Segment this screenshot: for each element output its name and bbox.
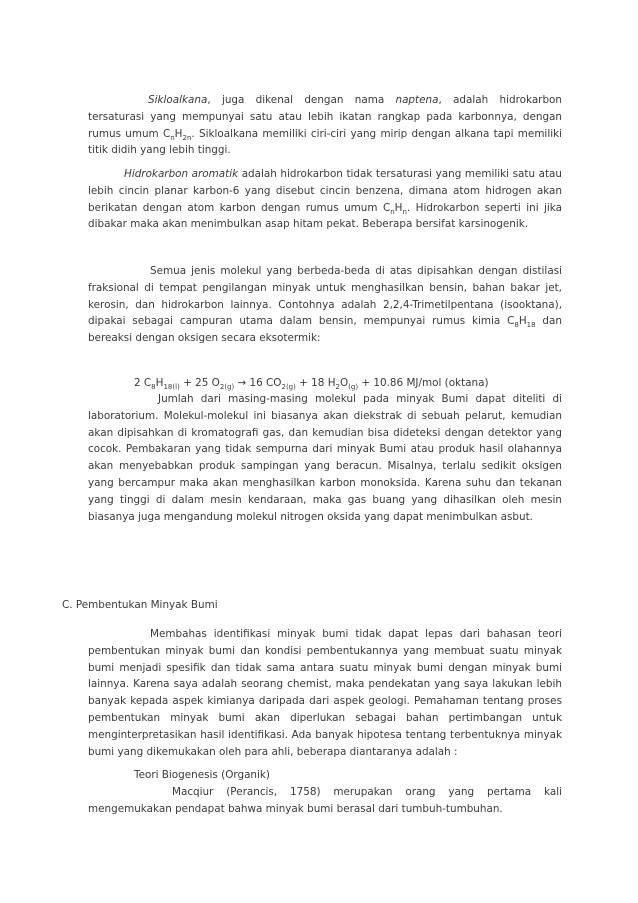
paragraph-identifikasi: Membahas identifikasi minyak bumi tidak dapat lepas dari bahasan teori pembentukan minyak bumi dan kondisi pembentukannya yang membuat suatu minyak bumi menjadi spesifik dan tidak sama antara suatu minyak bumi dengan minyak bumi lainnya. Karena saya adalah seorang chemist, maka pendekatan yang saya lakukan lebih banyak kepada aspek kimianya daripada dari aspek geologi. Pemahaman tentang proses pembentukan minyak bumi akan diperlukan sebagai bahan pertimbangan untuk menginterpretasikan hasil identifikasi. Ada banyak hipotesa tentang terbentuknya minyak bumi yang dikemukakan oleh para ahli, beberapa diantaranya adalah : [88, 628, 562, 758]
combustion-equation: 2 $C_8H_{18(l)} + 25$ $O_{2(g)} \to 16$ $CO_{2(g)} + 18$ $H_2O_{(g)} + 10.86$ MJ/mol (oktana) [134, 377, 489, 392]
term-sikloalkana: Sikloalkana [148, 94, 208, 106]
paragraph-molekul-minyak-bumi: Jumlah dari masing-masing molekul pada minyak Bumi dapat diteliti di laboratorium. Molekul-molekul ini biasanya akan diekstrak di sebuah pelarut, kemudian akan dipisahkan di kromatografi gas, dan kemudian bisa dideteksi dengan detektor yang cocok. Pembakaran yang tidak sempurna dari minyak Bumi atau produk hasil olahannya akan menyebabkan produk sampingan yang beracun. Misalnya, terlalu sedikit oksigen yang bercampur maka akan menghasilkan karbon monoksida. Karena suhu dan tekanan yang tinggi di dalam mesin kendaraan, maka gas buang yang dihasilkan oleh mesin biasanya juga mengandung molekul nitrogen oksida yang dapat menimbulkan asbut. [88, 393, 562, 523]
paragraph-distilasi: Semua jenis molekul yang berbeda-beda di atas dipisahkan dengan distilasi fraksional di tempat pengilangan minyak untuk menghasilkan bensin, bahan bakar jet, kerosin, dan hidrokarbon lainnya. Contohnya adalah 2,2,4-Trimetilpentana (isooktana), dipakai sebagai campuran utama dalam bensin, mempunyai rumus kimia $C_8H_{18}$ dan bereaksi dengan oksigen secara eksotermik: [88, 265, 562, 345]
paragraph-sikloalkana: Sikloalkana, juga dikenal dengan nama naptena, adalah hidrokarbon tersaturasi yang mempunyai satu atau lebih ikatan rangkap pada karbonnya, dengan rumus umum $C_nH_{2n}$. Sikloalkana memiliki ciri-ciri yang mirip dengan alkana tapi memiliki titik didih yang lebih tinggi. [88, 94, 563, 157]
section-heading: C. Pembentukan Minyak Bumi [62, 599, 218, 611]
paragraph-macqiur: Macqiur (Perancis, 1758) merupakan orang yang pertama kali mengemukakan pendapat bahwa minyak bumi berasal dari tumbuh-tumbuhan. [88, 786, 562, 815]
term-naptena: naptena [395, 94, 439, 106]
subheading-teori-biogenesis: Teori Biogenesis (Organik) [134, 769, 270, 781]
term-hidrokarbon-aromatik: Hidrokarbon aromatik [124, 168, 239, 180]
paragraph-hidrokarbon-aromatik: Hidrokarbon aromatik adalah hidrokarbon tidak tersaturasi yang memiliki satu atau lebih cincin planar karbon-6 yang disebut cincin benzena, dimana atom hidrogen akan berikatan dengan atom karbon dengan rumus umum $C_nH_n$. Hidrokarbon seperti ini jika dibakar maka akan menimbulkan asap hitam pekat. Beberapa bersifat karsinogenik. [88, 168, 562, 231]
